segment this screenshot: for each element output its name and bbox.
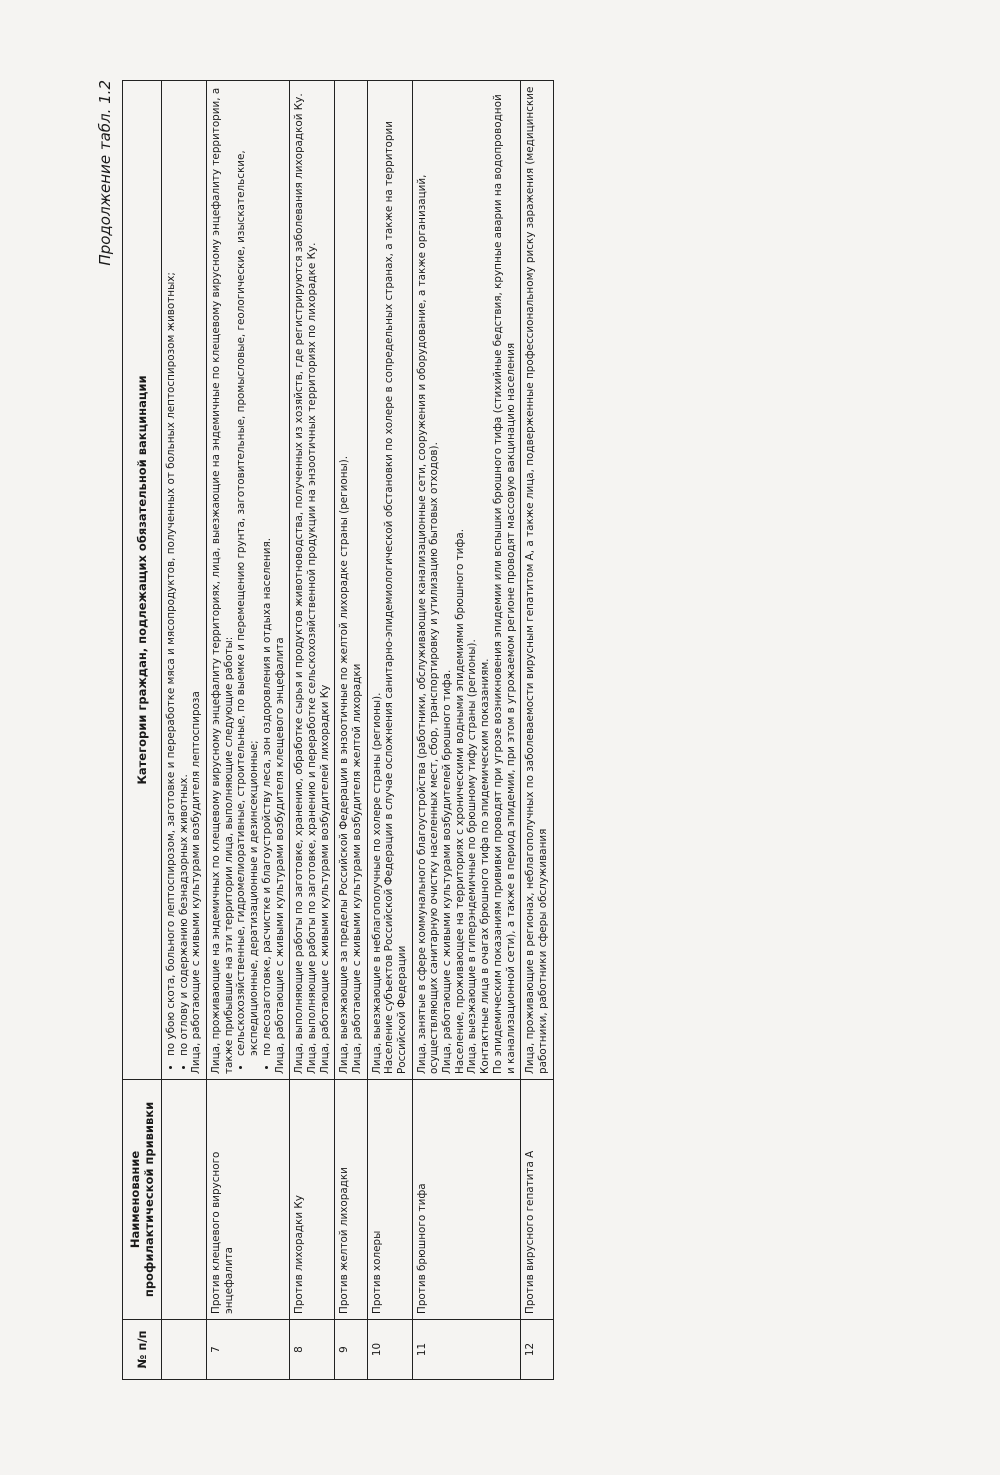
category-line: Лица, выезжающие в неблагополучные по холере страны (регионы). bbox=[370, 692, 383, 1074]
header-row bbox=[123, 81, 162, 1380]
row-categories bbox=[367, 81, 412, 1080]
row-name: Против холеры bbox=[367, 1080, 412, 1320]
header-num: № п/п bbox=[123, 1320, 162, 1380]
category-line: Лица, работающие с живыми культурами возбудителя желтой лихорадки bbox=[350, 663, 363, 1074]
row-num: 10 bbox=[367, 1320, 412, 1380]
bullet-item: • по убою скота, больного лептоспирозом, заготовке и переработке мяса и мясопродуктов, полученных от больных лептоспирозом животных; bbox=[165, 86, 178, 1056]
table-row bbox=[412, 81, 521, 1380]
row-num: 12 bbox=[521, 1320, 553, 1380]
table-row bbox=[367, 81, 412, 1380]
row-name: Против клещевого вирусного энцефалита bbox=[207, 1080, 290, 1320]
table-row bbox=[521, 81, 553, 1380]
bullet-item: • по лесозаготовке, расчистке и благоустройству леса, зон оздоровления и отдыха населения. bbox=[261, 86, 274, 1056]
category-line: Контактные лица в очагах брюшного тифа по эпидемическим показаниям. bbox=[479, 658, 492, 1074]
category-line: Лица, проживающие в регионах, неблагополучных по заболеваемости вирусным гепатитом А, а также лица, подверженные профессиональному риску заражения (медицинские работники, работники сферы обслуживания bbox=[524, 86, 549, 1074]
row-categories bbox=[162, 81, 207, 1080]
vaccination-table bbox=[122, 80, 554, 1380]
category-line: Население, проживающее на территориях с хроническими водными эпидемиями брюшного тифа. bbox=[453, 529, 466, 1074]
category-line: Лица, работающие с живыми культурами возбудителя клещевого энцефалита bbox=[273, 637, 286, 1074]
row-name: Против вирусного гепатита А bbox=[521, 1080, 553, 1320]
row-categories bbox=[207, 81, 290, 1080]
category-line: Лица, занятые в сфере коммунального благоустройства (работники, обслуживающие канализационные сети, сооружения и оборудование, а также организаций, осуществляющих санитарную очистку населенных мест, сбор, транспортировку и утилизацию бытовых отходов). bbox=[415, 174, 441, 1074]
category-line: Лица, выполняющие работы по заготовке, хранению, обработке сырья и продуктов животноводства, полученных из хозяйств, где регистрируются заболевания лихорадкой Ку. bbox=[293, 93, 306, 1074]
row-num: 11 bbox=[412, 1320, 521, 1380]
category-line: Население субъектов Российской Федерации в случае осложнения санитарно-эпидемиологической обстановки по холере в сопредельных странах, а также на территории Российской Федерации bbox=[383, 121, 409, 1074]
category-line: Лица, выезжающие в гиперэндемичные по брюшному тифу страны (регионы). bbox=[466, 639, 479, 1074]
category-line: Лица, работающие с живыми культурами возбудителя лептоспироза bbox=[190, 691, 203, 1074]
row-categories bbox=[335, 81, 367, 1080]
category-line: Лица, работающие с живыми культурами возбудителей лихорадки Ку bbox=[318, 684, 331, 1074]
table-row bbox=[207, 81, 290, 1380]
bullet-list bbox=[235, 86, 273, 1074]
table-row bbox=[335, 81, 367, 1380]
category-line: По эпидемическим показаниям прививки проводят при угрозе возникновения эпидемии или вспышки брюшного тифа (стихийные бедствия, крупные аварии на водопроводной и канализационной сети), а также в период эпидемии, при этом в угрожаемом регионе проводят массовую вакцинацию населения bbox=[491, 94, 517, 1074]
category-line: Лица, выезжающие за пределы Российской Федерации в энзоотичные по желтой лихорадке страны (регионы). bbox=[338, 455, 351, 1074]
row-categories bbox=[521, 81, 553, 1080]
row-name: Против желтой лихорадки bbox=[335, 1080, 367, 1320]
row-num: 7 bbox=[207, 1320, 290, 1380]
row-name bbox=[162, 1080, 207, 1320]
row-name: Против лихорадки Ку bbox=[290, 1080, 335, 1320]
header-name: Наименование профилактической прививки bbox=[123, 1080, 162, 1320]
category-line: Лица, выполняющие работы по заготовке, хранению и переработке сельскохозяйственной продукции на энзоотичных территориях по лихорадке Ку. bbox=[305, 242, 318, 1074]
table-row bbox=[162, 81, 207, 1380]
table-row bbox=[290, 81, 335, 1380]
category-intro: Лица, проживающие на эндемичных по клещевому вирусному энцефалиту территориях, лица, выезжающие на эндемичные по клещевому вирусному энцефалиту территории, а также прибывшие на эти территории лица, выполняющие следующие работы: bbox=[210, 87, 235, 1074]
row-categories bbox=[290, 81, 335, 1080]
header-categories: Категории граждан, подлежащих обязательной вакцинации bbox=[123, 81, 162, 1080]
bullet-item: • по отлову и содержанию безнадзорных животных. bbox=[178, 86, 191, 1056]
table-caption: Продолжение табл. 1.2 bbox=[96, 80, 114, 266]
row-num: 8 bbox=[290, 1320, 335, 1380]
row-categories bbox=[412, 81, 521, 1080]
category-line: Лица, работающие с живыми культурами возбудителей брюшного тифа. bbox=[441, 669, 454, 1074]
bullet-item: • сельскохозяйственные, гидромелиоративные, строительные, по выемке и перемещению грунта, заготовительные, промысловые, геологические, изыскательские, экспедиционные, дератизационные и дезинсекционные; bbox=[235, 86, 260, 1056]
row-name: Против брюшного тифа bbox=[412, 1080, 521, 1320]
row-num bbox=[162, 1320, 207, 1380]
bullet-list bbox=[165, 86, 190, 1074]
row-num: 9 bbox=[335, 1320, 367, 1380]
